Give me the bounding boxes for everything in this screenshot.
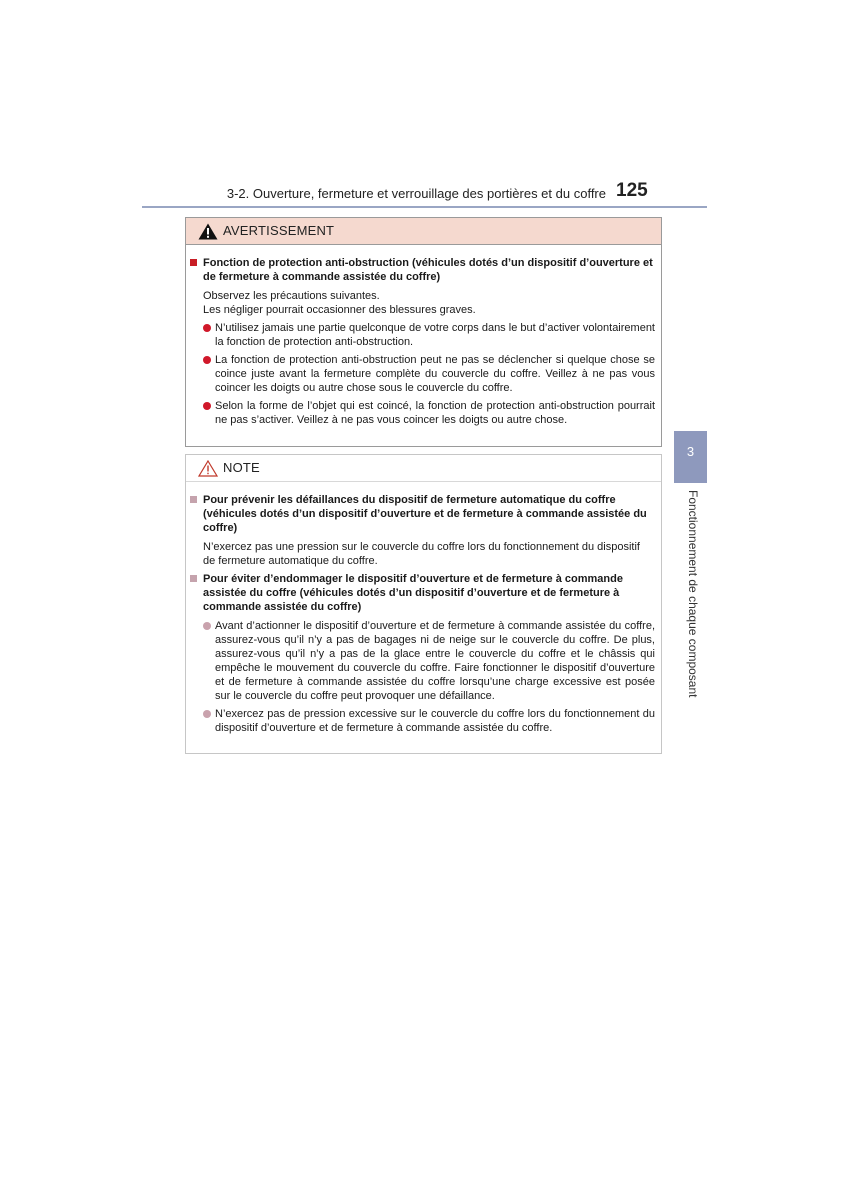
warning-bullet <box>190 321 655 349</box>
square-bullet-icon <box>190 575 197 582</box>
note-heading-text: Pour prévenir les défaillances du dispositif de fermeture automatique du coffre (véhicules dotés d’un dispositif d’ouverture et de fermeture à commande assistée du coffre) <box>203 494 647 534</box>
warning-triangle-outline-icon <box>198 460 218 477</box>
warning-triangle-filled-icon <box>198 223 218 240</box>
note-box-header <box>186 455 661 482</box>
round-bullet-icon <box>203 622 211 630</box>
warning-bullet-text: La fonction de protection anti-obstruction peut ne pas se déclencher si quelque chose se coince juste avant la fermeture complète du couvercle du coffre. Veillez à ne pas vous coincer les doigts ou autre chose sous le couvercle du coffre. <box>215 354 655 394</box>
note-paragraph: N’exercez pas une pression sur le couvercle du coffre lors du fonctionnement du dispositif de fermeture automatique du coffre. <box>203 541 640 567</box>
note-bullet <box>190 707 655 735</box>
warning-bullet-text: N’utilisez jamais une partie quelconque de votre corps dans le but d’activer volontairement la fonction de protection anti-obstruction. <box>215 322 655 348</box>
note-heading <box>190 572 655 614</box>
section-title: 3-2. Ouverture, fermeture et verrouillage des portières et du coffre <box>226 186 606 201</box>
round-bullet-icon <box>203 356 211 364</box>
warning-box-header <box>186 218 661 245</box>
note-bullet-text: Avant d’actionner le dispositif d’ouverture et de fermeture à commande assistée du coffre, assurez-vous qu’il n’y a pas de bagages ni de neige sur le couvercle du coffre. De plus, assurez-vous qu’il n’y a pas de la glace entre le couvercle du coffre et le châssis qui empêche le mouvement du couvercle du coffre. Faire fonctionner le dispositif d’ouverture et de fermeture à commande assistée du coffre lorsqu’une charge excessive est posée sur le couvercle du coffre peut provoquer une défaillance. <box>215 620 655 702</box>
note-bullet <box>190 619 655 703</box>
warning-content <box>186 245 661 427</box>
note-heading-text: Pour éviter d’endommager le dispositif d’ouverture et de fermeture à commande assistée du coffre (véhicules dotés d’un dispositif d’ouverture et de fermeture à commande assistée du coffre) <box>203 573 623 613</box>
warning-intro <box>190 289 655 317</box>
warning-intro-line: Les négliger pourrait occasionner des blessures graves. <box>203 304 476 316</box>
page-number: 125 <box>616 180 648 201</box>
note-content <box>186 482 661 735</box>
header-divider <box>142 206 707 208</box>
warning-bullet <box>190 399 655 427</box>
warning-box <box>185 217 662 447</box>
warning-bullet-text: Selon la forme de l’objet qui est coincé, la fonction de protection anti-obstruction pourrait ne pas s’activer. Veillez à ne pas vous coincer les doigts ou autre chose. <box>215 400 655 426</box>
warning-heading <box>190 256 655 284</box>
chapter-number: 3 <box>686 444 695 459</box>
warning-title: AVERTISSEMENT <box>223 223 335 238</box>
chapter-label: Fonctionnement de chaque composant <box>686 490 700 698</box>
square-bullet-icon <box>190 496 197 503</box>
warning-bullet <box>190 353 655 395</box>
warning-heading-text: Fonction de protection anti-obstruction (véhicules dotés d’un dispositif d’ouverture et de fermeture à commande assistée du coffre) <box>203 257 653 283</box>
note-box <box>185 454 662 754</box>
round-bullet-icon <box>203 324 211 332</box>
round-bullet-icon <box>203 710 211 718</box>
note-title: NOTE <box>223 460 260 475</box>
chapter-tab <box>674 431 707 483</box>
warning-intro-line: Observez les précautions suivantes. <box>203 290 380 302</box>
note-bullet-text: N’exercez pas de pression excessive sur le couvercle du coffre lors du fonctionnement du dispositif d’ouverture et de fermeture à commande assistée du coffre. <box>215 708 655 734</box>
note-heading <box>190 493 655 535</box>
square-bullet-icon <box>190 259 197 266</box>
round-bullet-icon <box>203 402 211 410</box>
